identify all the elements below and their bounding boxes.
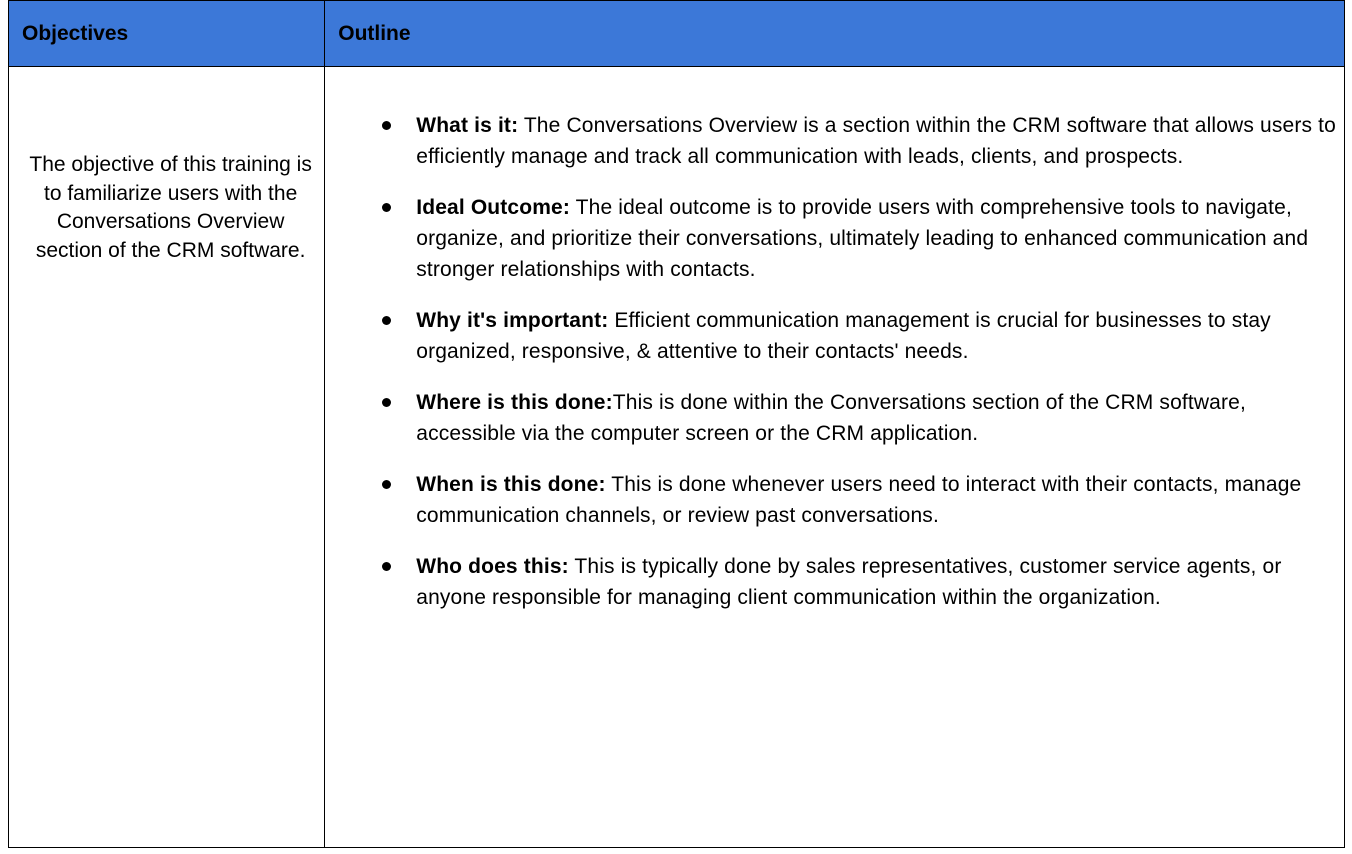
outline-item-label: Why it's important:: [416, 309, 609, 332]
bullet-icon: [382, 316, 391, 325]
outline-item-when-done: [325, 469, 1344, 531]
training-outline-table: [8, 0, 1345, 848]
bullet-icon: [382, 121, 391, 130]
objectives-header: Objectives: [9, 1, 325, 67]
bullet-icon: [382, 562, 391, 571]
outline-item-label: What is it:: [416, 114, 519, 137]
outline-item-label: When is this done:: [416, 473, 606, 496]
bullet-icon: [382, 398, 391, 407]
table-body-row: [9, 67, 1345, 848]
bullet-icon: [382, 480, 391, 489]
outline-item-what-is-it: [325, 110, 1344, 172]
objective-cell: [9, 67, 325, 848]
outline-item-text: This is done whenever users need to interact with their contacts, manage communication channels, or review past conversations.: [416, 473, 1302, 527]
outline-item-ideal-outcome: [325, 192, 1344, 285]
outline-item-label: Who does this:: [416, 555, 569, 578]
outline-item-text: This is typically done by sales representatives, customer service agents, or anyone responsible for managing client communication within the organization.: [416, 555, 1282, 609]
outline-cell: [325, 67, 1345, 848]
outline-header: Outline: [325, 1, 1345, 67]
outline-item-text: The ideal outcome is to provide users with comprehensive tools to navigate, organize, and prioritize their conversations, ultimately leading to enhanced communication and stronger relationships with contacts.: [416, 196, 1309, 281]
outline-list: [325, 67, 1344, 613]
outline-item-label: Where is this done:: [416, 391, 613, 414]
outline-item-text: The Conversations Overview is a section within the CRM software that allows users to efficiently manage and track all communication with leads, clients, and prospects.: [416, 114, 1336, 168]
bullet-icon: [382, 203, 391, 212]
outline-item-where-done: [325, 387, 1344, 449]
outline-item-who-does: [325, 551, 1344, 613]
outline-item-text: Efficient communication management is crucial for businesses to stay organized, responsive, & attentive to their contacts' needs.: [416, 309, 1271, 363]
outline-item-text: This is done within the Conversations section of the CRM software, accessible via the computer screen or the CRM application.: [416, 391, 1246, 445]
objective-text: The objective of this training is to familiarize users with the Conversations Overview section of the CRM software.: [29, 153, 312, 262]
outline-item-label: Ideal Outcome:: [416, 196, 571, 219]
table-header-row: [9, 1, 1345, 67]
outline-item-why-important: [325, 305, 1344, 367]
